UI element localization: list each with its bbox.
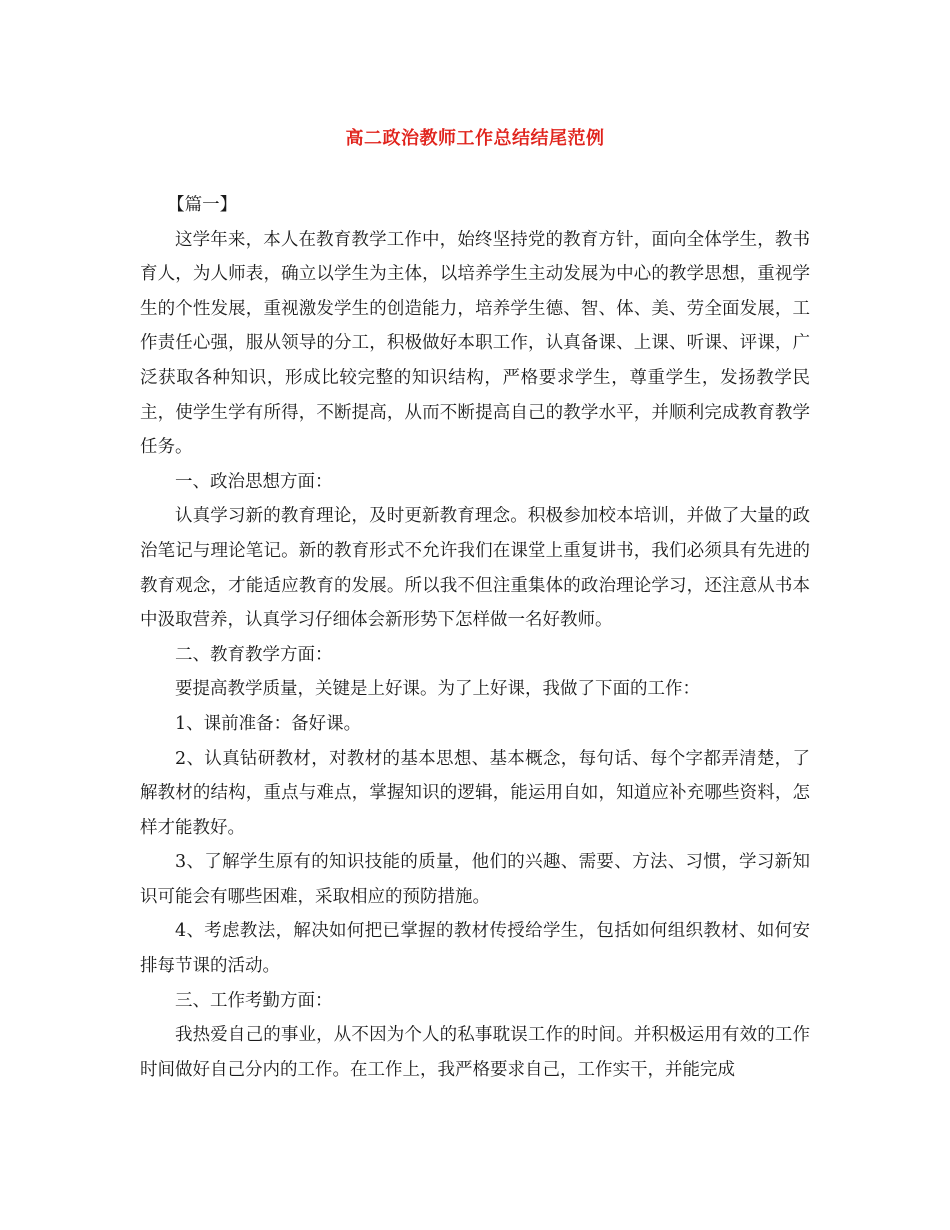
- paragraph-attendance: 我热爱自己的事业，从不因为个人的私事耽误工作的时间。并积极运用有效的工作时间做好自己分内的工作。在工作上，我严格要求自己，工作实干，并能完成: [140, 1025, 810, 1080]
- paragraph-teaching-intro: 要提高教学质量，关键是上好课。为了上好课，我做了下面的工作：: [175, 679, 700, 700]
- list-item-4: 4、考虑教法，解决如何把已掌握的教材传授给学生，包括如何组织教材、如何安排每节课的活动。: [140, 921, 810, 977]
- heading-teaching: 二、教育教学方面：: [175, 644, 333, 665]
- list-item-1: 1、课前准备：备好课。: [175, 713, 362, 734]
- list-item-3: 3、了解学生原有的知识技能的质量，他们的兴趣、需要、方法、习惯，学习新知识可能会有哪些困难，采取相应的预防措施。: [140, 852, 810, 907]
- section-marker: 【篇一】: [167, 195, 238, 215]
- document-title: 高二政治教师工作总结结尾范例: [345, 128, 605, 149]
- paragraph-intro: 这学年来，本人在教育教学工作中，始终坚持党的教育方针，面向全体学生，教书育人，为人师表，确立以学生为主体，以培养学生主动发展为中心的教学思想，重视学生的个性发展，重视激发学生的创造能力，培养学生德、智、体、美、劳全面发展，工作责任心强，服从领导的分工，积极做好本职工作，认真备课、上课、听课、评课，广泛获取各种知识，形成比较完整的知识结构，严格要求学生，尊重学生，发扬教学民主，使学生学有所得，不断提高，从而不断提高自己的教学水平，并顺利完成教育教学任务。: [140, 229, 810, 458]
- heading-political-thought: 一、政治思想方面：: [175, 471, 333, 492]
- list-item-2: 2、认真钻研教材，对教材的基本思想、基本概念，每句话、每个字都弄清楚，了解教材的结构，重点与难点，掌握知识的逻辑，能运用自如，知道应补充哪些资料，怎样才能教好。: [140, 748, 810, 838]
- document-body: [140, 188, 810, 1087]
- paragraph-political-thought: 认真学习新的教育理论，及时更新教育理念。积极参加校本培训，并做了大量的政治笔记与理论笔记。新的教育形式不允许我们在课堂上重复讲书，我们必须具有先进的教育观念，才能适应教育的发展。所以我不但注重集体的政治理论学习，还注意从书本中汲取营养，认真学习仔细体会新形势下怎样做一名好教师。: [140, 506, 810, 631]
- heading-attendance: 三、工作考勤方面：: [175, 990, 333, 1011]
